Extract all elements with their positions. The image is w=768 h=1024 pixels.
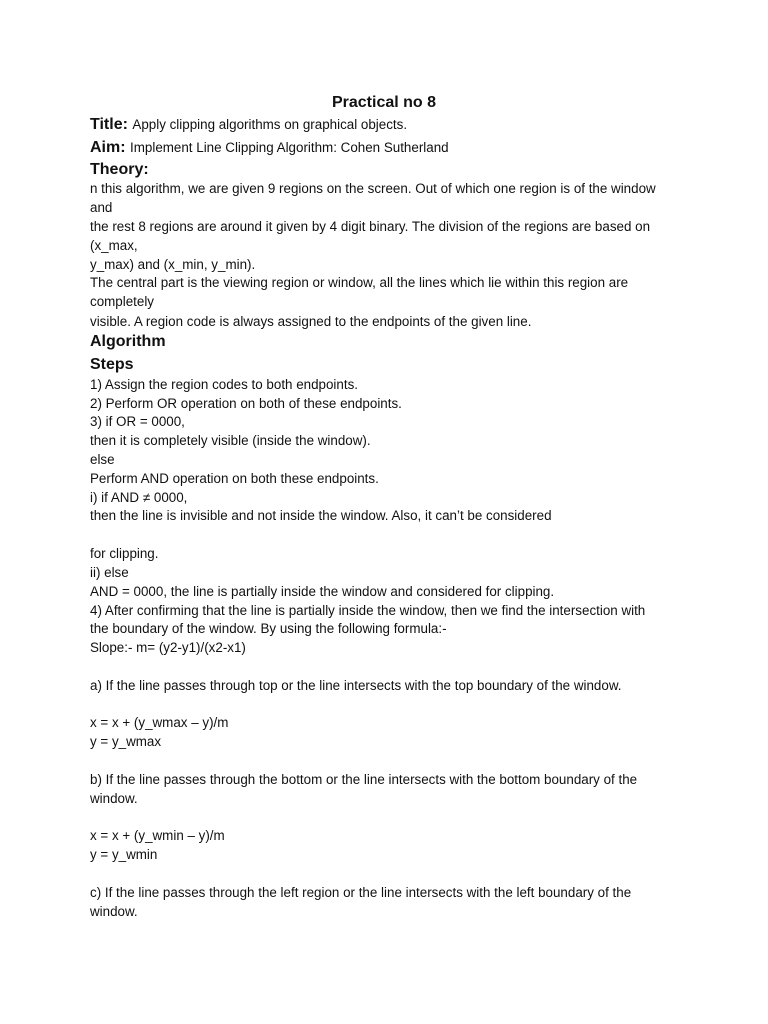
step-line: for clipping. <box>90 546 159 561</box>
title-line <box>90 116 407 134</box>
algorithm-heading: Algorithm <box>90 333 166 350</box>
theory-line: The central part is the viewing region or window, all the lines which lie within this region are <box>90 275 629 290</box>
theory-line: completely <box>90 294 155 309</box>
step-line: c) If the line passes through the left region or the line intersects with the left boundary of the <box>90 885 632 900</box>
aim-label: Aim: <box>90 139 126 156</box>
step-line: Perform AND operation on both these endpoints. <box>90 471 379 486</box>
step-line: ii) else <box>90 565 129 580</box>
step-line: 4) After confirming that the line is partially inside the window, then we find the intersection with <box>90 603 646 618</box>
step-line: Slope:- m= (y2-y1)/(x2-x1) <box>90 640 246 655</box>
theory-line: visible. A region code is always assigned to the endpoints of the given line. <box>90 314 532 329</box>
theory-line: the rest 8 regions are around it given by 4 digit binary. The division of the regions are based on <box>90 219 651 234</box>
step-line: i) if AND ≠ 0000, <box>90 490 188 505</box>
formula-line: x = x + (y_wmax – y)/m <box>90 715 229 730</box>
step-line: the boundary of the window. By using the following formula:- <box>90 621 447 636</box>
formula-line: x = x + (y_wmin – y)/m <box>90 828 225 843</box>
theory-line: (x_max, <box>90 238 138 253</box>
steps-heading: Steps <box>90 356 134 373</box>
step-line: 3) if OR = 0000, <box>90 414 185 429</box>
theory-line: and <box>90 200 113 215</box>
page-title: Practical no 8 <box>331 94 437 111</box>
aim-value: Implement Line Clipping Algorithm: Cohen Sutherland <box>130 140 449 155</box>
step-line: window. <box>90 904 138 919</box>
formula-line: y = y_wmin <box>90 847 158 862</box>
step-line: else <box>90 452 115 467</box>
theory-line: y_max) and (x_min, y_min). <box>90 257 256 272</box>
step-line: a) If the line passes through top or the line intersects with the top boundary of the window. <box>90 678 622 693</box>
title-label: Title: <box>90 116 128 133</box>
aim-line <box>90 139 449 157</box>
step-line: 2) Perform OR operation on both of these endpoints. <box>90 396 402 411</box>
title-value: Apply clipping algorithms on graphical objects. <box>132 117 408 132</box>
formula-line: y = y_wmax <box>90 734 162 749</box>
theory-heading: Theory: <box>90 161 149 178</box>
step-line: then it is completely visible (inside the window). <box>90 433 371 448</box>
step-line: window. <box>90 791 138 806</box>
step-line: b) If the line passes through the bottom or the line intersects with the bottom boundary of the <box>90 772 638 787</box>
theory-line: n this algorithm, we are given 9 regions on the screen. Out of which one region is of the window <box>90 181 656 196</box>
step-line: AND = 0000, the line is partially inside the window and considered for clipping. <box>90 584 555 599</box>
step-line: 1) Assign the region codes to both endpoints. <box>90 377 358 392</box>
step-line: then the line is invisible and not inside the window. Also, it can’t be considered <box>90 508 552 523</box>
